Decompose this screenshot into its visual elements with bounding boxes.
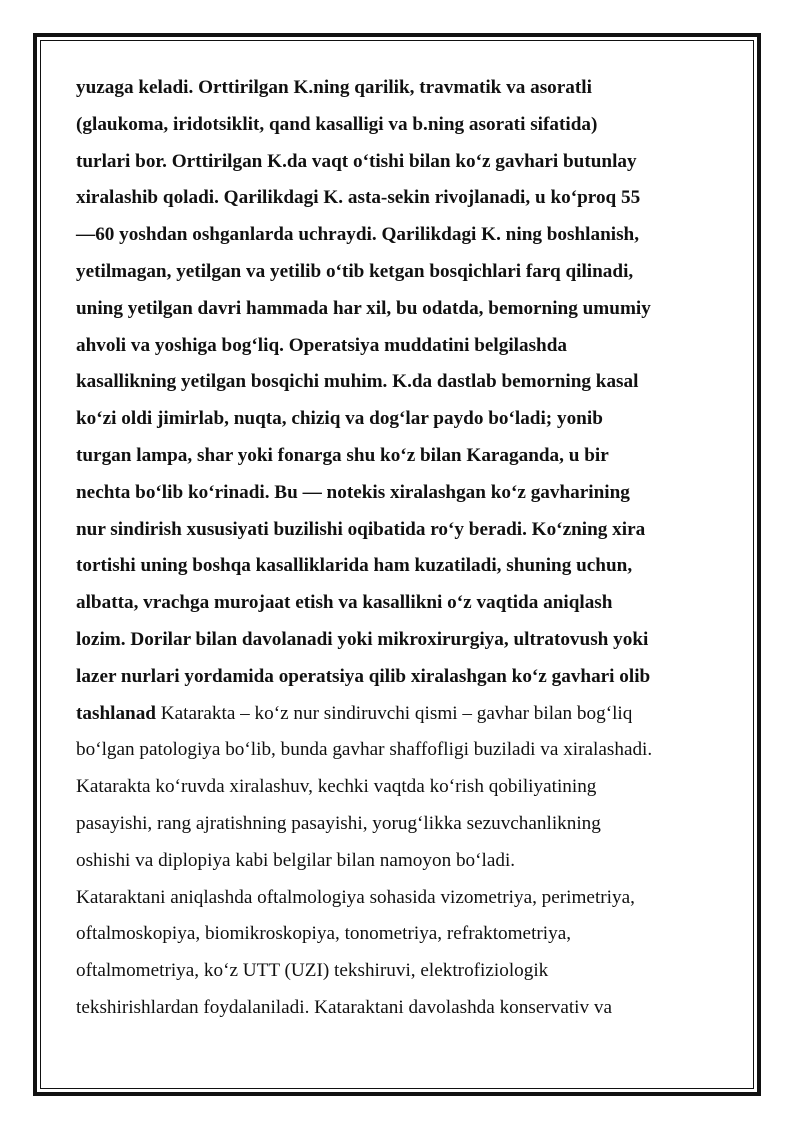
text-line: oshishi va diplopiya kabi belgilar bilan namoyon bo‘ladi. xyxy=(76,849,516,871)
text-line: lazer nurlari yordamida operatsiya qilib xiralashgan ko‘z gavhari olib xyxy=(76,665,651,687)
text-line: turlari bor. Orttirilgan K.da vaqt o‘tishi bilan ko‘z gavhari butunlay xyxy=(76,150,637,172)
text-line: Katarakta ko‘ruvda xiralashuv, kechki vaqtda ko‘rish qobiliyatining xyxy=(76,776,597,798)
text-line: tekshirishlardan foydalaniladi. Kataraktani davolashda konservativ va xyxy=(76,996,613,1018)
text-line: tortishi uning boshqa kasalliklarida ham kuzatiladi, shuning uchun, xyxy=(76,555,633,577)
text-line: ahvoli va yoshiga bog‘liq. Operatsiya muddatini belgilashda xyxy=(76,334,567,356)
document-body xyxy=(76,70,728,1027)
text-line: bo‘lgan patologiya bo‘lib, bunda gavhar shaffofligi buziladi va xiralashadi. xyxy=(76,739,653,761)
text-line: lozim. Dorilar bilan davolanadi yoki mikroxirurgiya, ultratovush yoki xyxy=(76,628,649,650)
text-line: nechta bo‘lib ko‘rinadi. Bu — notekis xiralashgan ko‘z gavharining xyxy=(76,481,630,503)
text-line-mixed xyxy=(76,696,728,733)
text-line: uning yetilgan davri hammada har xil, bu odatda, bemorning umumiy xyxy=(76,297,651,319)
text-bold-run: tashlanad xyxy=(76,702,156,724)
text-line: yetilmagan, yetilgan va yetilib o‘tib ketgan bosqichlari farq qilinadi, xyxy=(76,260,634,282)
text-line: xiralashib qoladi. Qarilikdagi K. asta-sekin rivojlanadi, u ko‘proq 55 xyxy=(76,187,641,209)
text-line: turgan lampa, shar yoki fonarga shu ko‘z bilan Karaganda, u bir xyxy=(76,444,609,466)
text-line: albatta, vrachga murojaat etish va kasallikni o‘z vaqtida aniqlash xyxy=(76,592,613,614)
text-line: (glaukoma, iridotsiklit, qand kasalligi va b.ning asorati sifatida) xyxy=(76,113,598,135)
text-line: nur sindirish xususiyati buzilishi oqibatida ro‘y beradi. Ko‘zning xira xyxy=(76,518,646,540)
text-line: pasayishi, rang ajratishning pasayishi, yorug‘likka sezuvchanlikning xyxy=(76,812,601,834)
text-line: yuzaga keladi. Orttirilgan K.ning qarilik, travmatik va asoratli xyxy=(76,77,592,98)
text-line: ko‘zi oldi jimirlab, nuqta, chiziq va dog‘lar paydo bo‘ladi; yonib xyxy=(76,408,603,430)
text-line: —60 yoshdan oshganlarda uchraydi. Qarilikdagi K. ning boshlanish, xyxy=(76,224,640,246)
text-line: oftalmoskopiya, biomikroskopiya, tonometriya, refraktometriya, xyxy=(76,923,572,945)
text-line: kasallikning yetilgan bosqichi muhim. K.da dastlab bemorning kasal xyxy=(76,371,639,393)
text-line: Kataraktani aniqlashda oftalmologiya sohasida vizometriya, perimetriya, xyxy=(76,886,635,908)
text-regular-run: Katarakta – ko‘z nur sindiruvchi qismi – gavhar bilan bog‘liq xyxy=(155,702,633,724)
text-line: oftalmometriya, ko‘z UTT (UZI) tekshiruvi, elektrofiziologik xyxy=(76,960,549,982)
